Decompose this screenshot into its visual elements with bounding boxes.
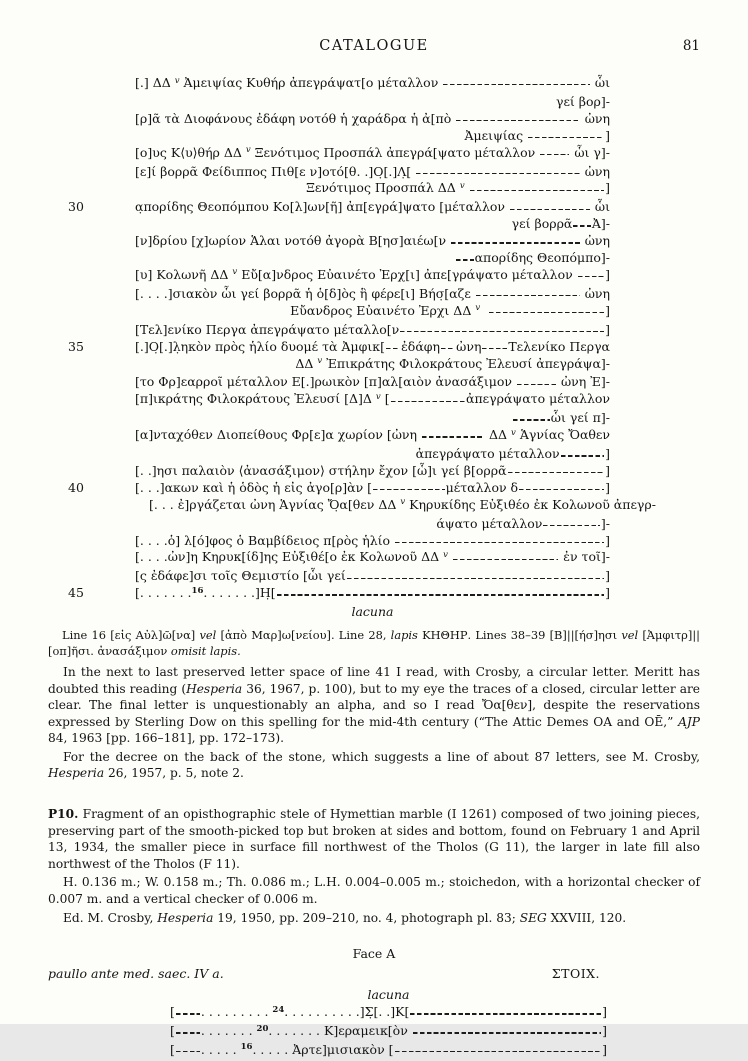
superscript: v bbox=[245, 145, 251, 156]
lost-text-dashes bbox=[175, 1042, 201, 1061]
lost-text-dashes bbox=[539, 145, 570, 164]
superscript: v bbox=[459, 180, 465, 191]
inscription-line bbox=[170, 1023, 607, 1042]
text-segment: Ἐπικράτης Φιλοκράτους Ἐλευσί ἀπεγράψα]- bbox=[322, 355, 610, 371]
lost-text-dashes bbox=[518, 480, 605, 497]
text-segment: ἀπεγράψατο μέταλλον bbox=[466, 391, 610, 407]
lost-text-dashes bbox=[507, 463, 606, 480]
lost-text-dashes bbox=[394, 533, 605, 550]
text-segment: [ἀπὸ Μαρ]ω[νείου]. Line 28, bbox=[216, 628, 391, 643]
lost-text-dashes bbox=[542, 516, 601, 533]
inscription-line bbox=[135, 568, 610, 585]
lost-text-dashes bbox=[512, 410, 551, 427]
inscription-line bbox=[135, 145, 610, 164]
commentary-paragraph-decree bbox=[48, 749, 700, 782]
text-segment: . . . . . Ἀρτε]μισιακὸν [ bbox=[252, 1041, 394, 1057]
line-number: 45 bbox=[68, 585, 84, 601]
text-segment: Ἀμειψίας Κυθήρ ἀπεγράψατ[ο μέταλλον bbox=[179, 75, 443, 90]
inscription-line bbox=[135, 356, 610, 375]
text-segment: Ξενότιμος Προσπάλ ΔΔ bbox=[306, 180, 460, 196]
superscript: v bbox=[443, 549, 448, 560]
text-segment: In the next to last preserved letter space of line 41 I read, with Crosby, a circular letter. Meritt has doubted this reading ( bbox=[48, 664, 700, 696]
text-segment: 36, 1967, p. 100), but to my eye the traces of a closed, circular letter are clear. The final letter is unquestionably an alpha, and so I read Ὄα[θεν], despite the reservations expressed by Sterling Dow on this spelling for the mid-4th century (“The Attic Demes OA and OĒ,” bbox=[48, 681, 700, 729]
text-segment: ὠνη bbox=[456, 338, 482, 354]
text-segment: [υ] Κολωνῆ ΔΔ bbox=[135, 266, 233, 282]
text-segment: Fragment of an opisthographic stele of Hymettian marble (I 1261) composed of two joining pieces, preserving part of the smooth-picked top but broken at sides and bottom, found on February 1 and April 13, 1934, the smaller piece in surface fill northwest of the Tholos (G 11), the larger in late fill also northwest of the Tholos (F 11). bbox=[48, 807, 700, 871]
text-segment: Εὔανδρος Εὐαινέτο Ἐρχι ΔΔ bbox=[290, 302, 476, 318]
text-segment: απορίδης Θεοπόμπο]- bbox=[474, 250, 610, 266]
page-number: 81 bbox=[682, 38, 700, 54]
text-segment: άψατο μέταλλον bbox=[436, 515, 543, 531]
lost-text-dashes bbox=[385, 339, 401, 356]
text-segment: ἀπεγράψατο μέταλλον bbox=[415, 446, 560, 462]
face-a-meta-row bbox=[48, 966, 700, 981]
text-segment: [ bbox=[170, 1023, 175, 1039]
inscription-line bbox=[135, 216, 610, 233]
inscription-line bbox=[68, 199, 610, 216]
text-segment: [Τελ]ενίκο Περγα ἀπεγράψατο μέταλλο[ν bbox=[135, 321, 400, 337]
inscription-line bbox=[135, 446, 610, 463]
text-segment: ἐν τοῖ]- bbox=[559, 549, 610, 565]
text-segment: [το Φρ]εαρροῖ μέταλλον Ε[.]ρωικὸν [π]αλ[αιὸν ἀνασάξιμον bbox=[135, 374, 516, 390]
inscription-line bbox=[135, 75, 610, 94]
lost-text-dashes bbox=[577, 267, 605, 286]
inscription-line bbox=[135, 427, 610, 446]
text-segment: . . . . . . . bbox=[200, 1023, 257, 1039]
text-segment: 19, 1950, pp. 209–210, no. 4, photograph pl. 83; bbox=[213, 910, 520, 925]
inscription-line bbox=[135, 94, 610, 111]
text-segment: [ε]ί βορρᾶ Φείδιππος Πιθ[ε ν]οτό[θ. .]Ο̣[.]Λ̣[ bbox=[135, 163, 416, 179]
inscription-line bbox=[135, 549, 610, 568]
text-segment: [ο]υς Κ⟨υ⟩θήρ ΔΔ bbox=[135, 144, 246, 160]
text-segment: ὠνη bbox=[580, 285, 610, 301]
superscript: v bbox=[475, 303, 481, 314]
text-segment: Hesperia bbox=[157, 910, 214, 925]
lost-text-dashes bbox=[394, 1042, 603, 1061]
text-segment: [. . .]ακων καὶ ἡ ὁδὸς ἡ εἰς ἀγο[ρ]ὰν [ bbox=[135, 479, 373, 495]
lost-text-dashes bbox=[560, 446, 606, 463]
text-segment: AJP bbox=[678, 714, 700, 729]
text-segment: lacuna bbox=[367, 987, 410, 1003]
text-segment: For the decree on the back of the stone, which suggests a line of about 87 letters, see M. Crosby, bbox=[63, 749, 700, 764]
text-segment: ] bbox=[605, 446, 610, 462]
text-segment: ὧι γ]- bbox=[570, 144, 610, 160]
lost-text-dashes bbox=[527, 128, 605, 145]
text-segment: [α]νταχόθεν Διοπείθους Φρ[ε]α χωρίον [ὠνη bbox=[135, 427, 421, 443]
commentary bbox=[48, 664, 700, 782]
critical-apparatus bbox=[48, 628, 700, 659]
lost-text-dashes bbox=[469, 180, 606, 199]
inscription-line bbox=[135, 111, 610, 128]
inscription-line bbox=[135, 250, 610, 267]
text-segment: [. . . .ὁ] λ[ό]φος ὁ Βαμβίδειος π[ρὸς ἡλίο bbox=[135, 532, 395, 548]
lost-text-dashes bbox=[442, 75, 591, 94]
text-segment: ὧι γεί π]- bbox=[550, 410, 610, 426]
text-segment: ὧι bbox=[590, 75, 610, 90]
text-segment: ] bbox=[602, 1041, 607, 1057]
date-label: paullo ante med. saec. IV a. bbox=[48, 966, 224, 982]
lost-text-dashes bbox=[412, 1023, 602, 1042]
text-segment: Ἀ]- bbox=[591, 216, 610, 232]
text-segment: [. . . . . . . bbox=[135, 585, 192, 601]
inscription-line bbox=[135, 286, 610, 303]
text-segment: [ bbox=[380, 391, 390, 407]
text-segment: ] bbox=[605, 479, 610, 495]
superscript: 24 bbox=[272, 1004, 285, 1015]
text-segment: ] bbox=[605, 585, 610, 601]
inscription-line bbox=[135, 516, 610, 533]
text-segment: ]- bbox=[600, 515, 610, 531]
text-segment: μέταλλον δ bbox=[445, 479, 519, 495]
lost-text-dashes bbox=[409, 1004, 602, 1023]
text-segment: [ bbox=[170, 1004, 175, 1020]
superscript: v bbox=[511, 427, 516, 438]
text-segment: [.] ΔΔ bbox=[135, 75, 175, 90]
inscription-line bbox=[135, 374, 610, 391]
lost-text-dashes bbox=[399, 322, 605, 339]
line-number: 35 bbox=[68, 338, 84, 354]
inscription-line bbox=[135, 496, 656, 516]
text-segment: Line 16 [εἰς Αὐλ]ῶ[να] bbox=[62, 628, 200, 643]
inscription-line bbox=[135, 410, 610, 427]
inscription-line bbox=[135, 303, 610, 322]
text-segment: ] bbox=[605, 462, 610, 478]
lost-text-dashes bbox=[452, 549, 559, 568]
text-segment: Ed. M. Crosby, bbox=[63, 910, 158, 925]
text-segment bbox=[480, 303, 488, 320]
inscription-line bbox=[135, 233, 610, 250]
commentary-paragraph-reading bbox=[48, 664, 700, 747]
text-segment: γεί βορρᾶ bbox=[511, 216, 573, 232]
text-segment: γεί βορ]- bbox=[555, 93, 610, 109]
text-segment: H. 0.136 m.; W. 0.158 m.; Th. 0.086 m.; L.H. 0.004–0.005 m.; stoichedon, with a horizontal checker of 0.007 m. and a vertical checker of 0.006 m. bbox=[48, 875, 700, 907]
text-segment: vel bbox=[199, 628, 217, 643]
text-segment: 26, 1957, p. 5, note 2. bbox=[104, 766, 244, 781]
lost-text-dashes bbox=[421, 427, 485, 446]
lost-text-dashes bbox=[572, 216, 592, 233]
p10-edition bbox=[48, 910, 700, 927]
face-a-section bbox=[48, 946, 700, 1061]
superscript: 16 bbox=[191, 585, 204, 596]
page-header bbox=[48, 38, 700, 56]
inscription-line bbox=[135, 180, 610, 199]
text-segment: . . . . . . . . . bbox=[200, 1004, 273, 1020]
lost-text-dashes bbox=[509, 199, 591, 216]
text-segment: ΔΔ bbox=[485, 427, 512, 443]
text-segment: vel bbox=[621, 628, 639, 643]
lost-text-dashes bbox=[415, 164, 581, 181]
superscript: 20 bbox=[256, 1023, 269, 1034]
text-segment: SEG bbox=[519, 910, 547, 925]
text-segment: [ς ἐδάφε]σι τοῖς Θεμιστίο [ὧι γεί bbox=[135, 568, 346, 584]
face-a-transcription bbox=[170, 987, 607, 1061]
entry-p10 bbox=[48, 806, 700, 926]
lost-text-dashes bbox=[390, 391, 466, 410]
inscription-line bbox=[135, 322, 610, 339]
superscript: v bbox=[375, 391, 381, 402]
text-segment: Hesperia bbox=[186, 681, 243, 696]
stoichedon-label: ΣΤΟΙΧ. bbox=[551, 966, 600, 982]
text-segment: ] bbox=[605, 266, 610, 282]
superscript: v bbox=[232, 267, 238, 278]
line-number: 40 bbox=[68, 479, 84, 495]
text-segment: [.]Ο̣[.]λ̣ηκὸν πρὸς ἡλίο δυομέ τὰ Ἀμφικ[ bbox=[135, 338, 385, 354]
text-segment: . . . . . . . . . .]Σ̣[. .]Κ[ bbox=[284, 1004, 410, 1020]
inscription-line bbox=[135, 463, 610, 480]
text-segment: . . . . . bbox=[200, 1041, 241, 1057]
inscription-line bbox=[135, 128, 610, 145]
lost-text-dashes bbox=[455, 111, 581, 128]
text-segment: ] bbox=[605, 568, 610, 584]
text-segment: ὧι bbox=[590, 199, 610, 215]
face-a-heading: Face A bbox=[352, 946, 396, 962]
text-segment: XXVIII, 120. bbox=[546, 910, 627, 925]
inscription-line bbox=[135, 604, 610, 621]
text-segment: lacuna bbox=[351, 604, 394, 620]
inscription-line bbox=[68, 338, 610, 356]
text-segment: . . . . . . .]Η̣[ bbox=[203, 585, 276, 601]
text-segment: ΔΔ bbox=[295, 355, 318, 371]
lost-text-dashes bbox=[175, 1023, 201, 1042]
text-segment: ] bbox=[605, 302, 610, 318]
superscript: v bbox=[174, 75, 180, 86]
text-segment: [π]ικράτης Φιλοκράτους Ἐλευσί [Δ]Δ bbox=[135, 391, 376, 407]
inscription-line bbox=[170, 1042, 607, 1061]
inscription-line bbox=[135, 267, 610, 286]
lost-text-dashes bbox=[372, 480, 446, 497]
text-segment: Κηρυκίδης Εὐξιθέο ἐκ Κολωνοῦ ἀπεγρ- bbox=[405, 496, 656, 512]
text-segment: α̣πορίδης Θεοπόμπου Κο[λ]ων[ῆ] ἀπ[εγρά]ψατο [μέταλλον bbox=[135, 199, 509, 215]
inscription-line bbox=[135, 391, 610, 410]
inscription-line bbox=[135, 164, 610, 181]
text-segment: ὠνη Ἐ]- bbox=[557, 374, 610, 390]
lost-text-dashes bbox=[475, 286, 581, 303]
lost-text-dashes bbox=[440, 339, 456, 356]
text-segment: Ἁγνίας Ὄαθεν bbox=[515, 427, 610, 443]
running-title: CATALOGUE bbox=[319, 38, 429, 54]
text-segment: ὠνη bbox=[580, 163, 610, 179]
text-segment: ] bbox=[605, 180, 610, 196]
lost-text-dashes bbox=[488, 303, 605, 322]
text-segment: Εὔ[α]νδρος Εὐαινέτο Ἐρχ[ι] ἀπε[γράψατο μέταλλον bbox=[237, 266, 577, 282]
lost-text-dashes bbox=[450, 233, 581, 250]
p10-dimensions bbox=[48, 874, 700, 907]
text-segment: [ν]δρίου [χ]ωρίον Ἁλαι νοτόθ ἀγορὰ Β[ησ]αιέω[ν bbox=[135, 233, 451, 249]
text-segment: lapis bbox=[390, 628, 418, 643]
text-segment: omisit lapis. bbox=[170, 643, 241, 658]
inscription-p9-transcription bbox=[68, 75, 656, 621]
lost-text-dashes bbox=[175, 1004, 201, 1023]
text-segment: Τελενίκο Περγα bbox=[508, 338, 610, 354]
text-segment: [Ἀμφιτρ]||[οπ]ῆσι. ἀνασάξιμον bbox=[48, 628, 700, 658]
text-segment: ἐδάφη bbox=[401, 338, 441, 354]
text-segment: Ἀμειψίας bbox=[464, 127, 528, 143]
text-segment: ΚΗΘΗΡ. Lines 38–39 [Β]||[ήσ]ησι bbox=[417, 628, 622, 643]
text-segment: ὠνη bbox=[580, 110, 610, 126]
lost-text-dashes bbox=[516, 374, 557, 391]
text-segment: P10. bbox=[48, 807, 79, 822]
inscription-line bbox=[170, 987, 607, 1004]
text-segment: ] bbox=[602, 1023, 607, 1039]
text-segment: Ξενότιμος Προσπάλ ἀπεγρά[ψατο μέταλλον bbox=[250, 144, 540, 160]
text-segment: ] bbox=[605, 532, 610, 548]
inscription-line bbox=[170, 1004, 607, 1023]
lost-text-dashes bbox=[455, 250, 475, 267]
superscript: v bbox=[400, 497, 406, 508]
lost-text-dashes bbox=[481, 339, 508, 356]
lost-text-dashes bbox=[276, 585, 605, 604]
line-number: 30 bbox=[68, 199, 84, 215]
inscription-line bbox=[68, 479, 610, 497]
text-segment: . . . . . . . Κ]εραμεικ[ὸν bbox=[268, 1023, 412, 1039]
text-segment: [. . . ἐ]ργάζεται ὠνη Ἁγνίας Ὄ̣α[θεν ΔΔ bbox=[149, 496, 401, 512]
text-segment: ὠνη bbox=[580, 233, 610, 249]
text-segment: ] bbox=[605, 127, 610, 143]
text-segment: [. . . .]σιακὸν ὧι γεί βορρᾶ ἡ ὁ[δ]ὸς ἣ φέρε[ι] Βήσ̣[αζε bbox=[135, 285, 475, 301]
text-segment: ] bbox=[602, 1004, 607, 1020]
text-segment: [ρ]ᾶ τὰ Διοφάνους ἐδάφη νοτόθ ἡ χαράδρα ἡ ἀ[πὸ bbox=[135, 110, 456, 126]
lost-text-dashes bbox=[346, 568, 605, 585]
superscript: v bbox=[317, 356, 323, 366]
text-segment: [. . . .ὠν]η Κηρυκ[ίδ]ης Εὐξιθέ[ο ἐκ Κολωνοῦ ΔΔ bbox=[135, 549, 444, 565]
text-segment: 84, 1963 [pp. 166–181], pp. 172–173). bbox=[48, 731, 284, 746]
text-segment: [ bbox=[170, 1041, 175, 1057]
inscription-line bbox=[135, 533, 610, 550]
inscription-line bbox=[68, 585, 610, 604]
p10-description bbox=[48, 806, 700, 872]
text-segment: ] bbox=[605, 321, 610, 337]
text-segment: [. .]ησι παλαιὸν ⟨ἀνασάξιμον⟩ στήλην ἔχον [ὧ]ι γεί β[ορρᾶ bbox=[135, 462, 507, 478]
text-segment: Hesperia bbox=[48, 766, 105, 781]
superscript: 16 bbox=[240, 1042, 253, 1053]
